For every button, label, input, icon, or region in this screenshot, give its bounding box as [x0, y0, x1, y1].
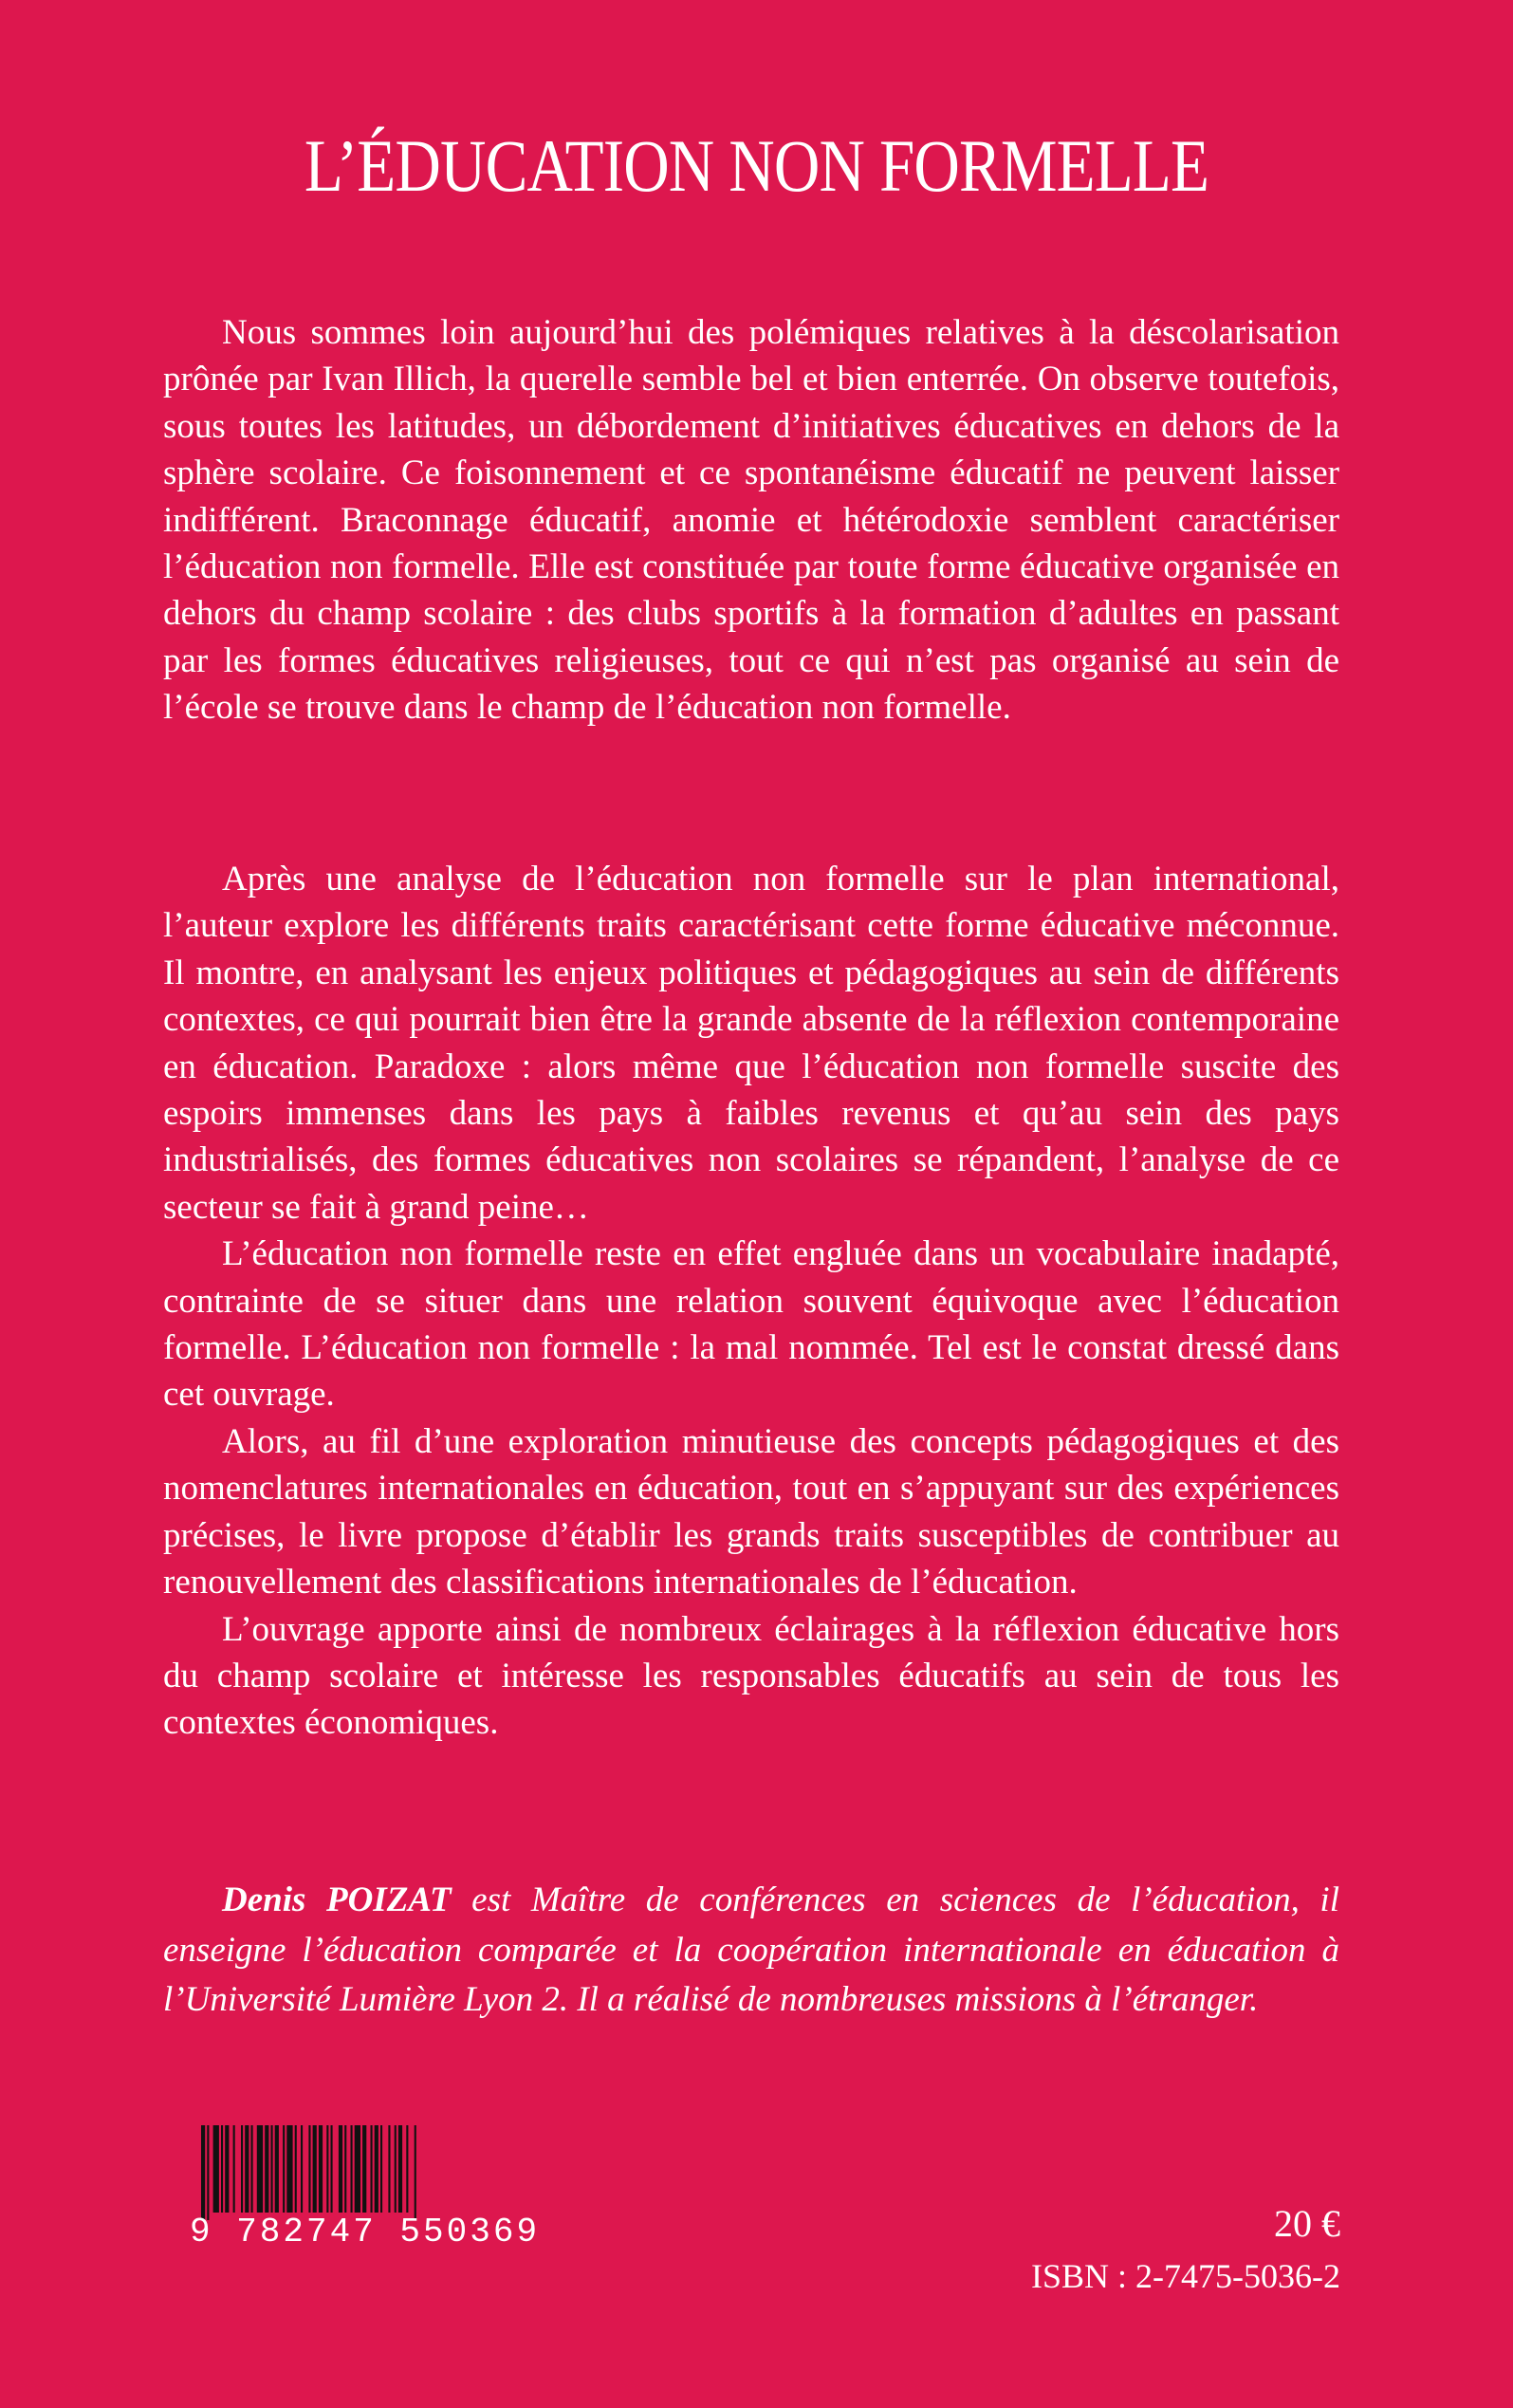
barcode-bar [257, 2125, 263, 2213]
barcode-bar [251, 2125, 253, 2213]
summary-part-2 [163, 856, 1339, 1747]
barcode-bar [241, 2125, 243, 2213]
summary-paragraph: Alors, au fil d’une exploration minutieuse des concepts pédagogiques et des nomenclatures internationales en éducation, tout en s’appuyant sur des expériences précises, le livre propose d’établir les grands traits susceptibles de contribuer au renouvellement des classifications internationales de l’éducation. [163, 1421, 1339, 1602]
barcode-bar [388, 2125, 390, 2213]
barcode-bar [295, 2125, 297, 2213]
summary-paragraph: L’éducation non formelle reste en effet engluée dans un vocabulaire inadapté, contrainte de se situer dans une relation souvent équivoque avec l’éducation formelle. L’éducation non formelle : la mal nommée. Tel est le constat dressé dans cet ouvrage. [163, 1234, 1339, 1415]
barcode-bar [371, 2125, 373, 2213]
barcode-bar [406, 2125, 408, 2213]
barcode-bar [351, 2125, 353, 2213]
barcode-bar [245, 2125, 249, 2213]
summary-paragraph: L’ouvrage apporte ainsi de nombreux éclairages à la réflexion éducative hors du champ scolaire et intéresse les responsables éducatifs au sein de tous les contextes économiques. [163, 1609, 1339, 1743]
barcode-bar [308, 2125, 310, 2213]
barcode-bar [326, 2125, 328, 2213]
summary-paragraph: Après une analyse de l’éducation non formelle sur le plan international, l’auteur explore les différents traits caractérisant cette forme éducative méconnue. Il montre, en analysant les enjeux politiques et pédagogiques au sein de différents contextes, ce qui pourrait bien être la grande absente de la réflexion contemporaine en éducation. Paradoxe : alors même que l’éducation non formelle suscite des espoirs immenses dans les pays à faibles revenus et qu’au sein des pays industrialisés, des formes éducatives non scolaires se répandent, l’analyse de ce secteur se fait à grand peine… [163, 860, 1339, 1227]
price: 20 € [1274, 2202, 1340, 2245]
author-name: Denis POIZAT [222, 1880, 452, 1919]
barcode [190, 2125, 550, 2287]
barcode-bar [271, 2125, 273, 2213]
summary-paragraph: Nous sommes loin aujourd’hui des polémiques relatives à la déscolarisation prônée par Ivan Illich, la querelle semble bel et bien enterrée. On observe toutefois, sous toutes les latitudes, un débordement d’initiatives éducatives en dehors de la sphère scolaire. Ce foisonnement et ce spontanéisme éducatif ne peuvent laisser indifférent. Braconnage éducatif, anomie et hétérodoxie semblent caractériser l’éducation non formelle. Elle est constituée par toute forme éducative organisée en dehors du champ scolaire : des clubs sportifs à la formation d’adultes en passant par les formes éducatives religieuses, tout ce qui n’est pas organisé au sein de l’école se trouve dans le champ de l’éducation non formelle. [163, 313, 1339, 728]
barcode-bar [344, 2125, 346, 2213]
barcode-bar [233, 2125, 235, 2213]
summary-part-1 [163, 309, 1339, 732]
isbn: ISBN : 2-7475-5036-2 [1031, 2257, 1340, 2295]
author-bio-paragraph [163, 1876, 1339, 2026]
barcode-bar [207, 2125, 209, 2220]
author-bio-text: est Maître de conférences en sciences de l’éducation, il enseigne l’éducation comparée et la coopération internationale en éducation à l’Université Lumière Lyon 2. Il a réalisé de nombreuses missions à l’étranger. [163, 1880, 1339, 2019]
barcode-bar [380, 2125, 382, 2213]
author-bio [163, 1876, 1339, 2026]
barcode-bar [375, 2125, 378, 2213]
barcode-bar [225, 2125, 229, 2213]
barcode-bar [331, 2125, 333, 2213]
barcode-bar [201, 2125, 205, 2220]
barcode-bar [213, 2125, 219, 2213]
barcode-bar [313, 2125, 317, 2213]
barcode-bar [283, 2125, 285, 2213]
barcode-bar [362, 2125, 366, 2213]
barcode-bar [319, 2125, 323, 2213]
barcode-bar [286, 2125, 292, 2213]
barcode-bar [398, 2125, 402, 2213]
book-title: L’ÉDUCATION NON FORMELLE [304, 124, 1209, 207]
barcode-bar [339, 2125, 342, 2213]
barcode-bar [221, 2125, 223, 2213]
barcode-bar [301, 2125, 303, 2213]
barcode-bar [415, 2125, 416, 2220]
barcode-bar [275, 2125, 279, 2213]
barcode-digits: 9 782747 550369 [190, 2213, 541, 2251]
barcode-bar [355, 2125, 360, 2213]
barcode-bars [190, 2125, 550, 2220]
barcode-bar [395, 2125, 397, 2213]
barcode-bar [265, 2125, 268, 2213]
